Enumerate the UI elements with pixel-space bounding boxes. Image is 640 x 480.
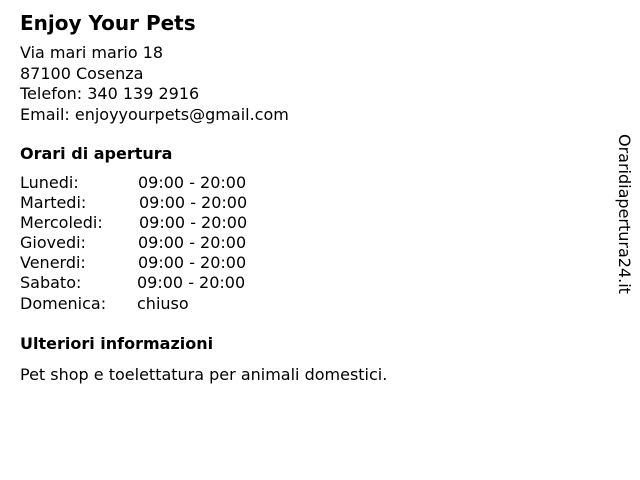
street-address: Via mari mario 18 xyxy=(20,43,164,62)
phone-number: Telefon: 340 139 2916 xyxy=(20,84,200,103)
day-label: Lunedi: xyxy=(20,173,79,192)
day-label: Martedi: xyxy=(20,193,87,213)
info-heading: Ulteriori informazioni xyxy=(20,334,214,353)
business-name: Enjoy Your Pets xyxy=(20,11,196,35)
time-value: 09:00 - 20:00 xyxy=(137,273,246,293)
email-address: Email: enjoyyourpets@gmail.com xyxy=(20,104,289,124)
day-label: Domenica: xyxy=(20,293,107,313)
time-value: 09:00 - 20:00 xyxy=(138,253,247,273)
hours-heading: Orari di apertura xyxy=(20,144,173,163)
info-text: Pet shop e toelettatura per animali domestici. xyxy=(20,365,388,384)
day-label: Giovedi: xyxy=(20,233,86,253)
day-label: Venerdi: xyxy=(20,253,86,273)
site-brand-vertical xyxy=(612,134,636,310)
time-value: 09:00 - 20:00 xyxy=(138,233,247,253)
day-label: Sabato: xyxy=(20,273,82,293)
day-label: Mercoledi: xyxy=(20,213,103,233)
time-value: 09:00 - 20:00 xyxy=(139,193,248,213)
city-address: 87100 Cosenza xyxy=(20,63,144,83)
site-brand-text: Oraridiapertura24.it xyxy=(615,134,634,294)
time-value: chiuso xyxy=(137,293,189,313)
time-value: 09:00 - 20:00 xyxy=(138,173,247,192)
time-value: 09:00 - 20:00 xyxy=(139,213,248,233)
business-address xyxy=(20,43,289,125)
